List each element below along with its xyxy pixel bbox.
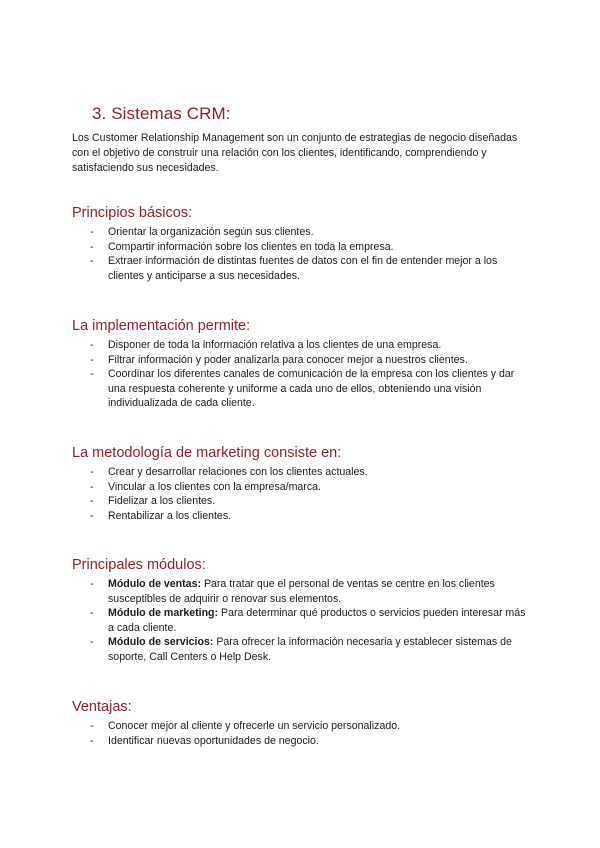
item-text: Crear y desarrollar relaciones con los clientes actuales. <box>108 466 368 478</box>
section-heading: Principales módulos: <box>72 557 206 573</box>
list-item <box>72 509 532 524</box>
item-text: Conocer mejor al cliente y ofrecerle un servicio personalizado. <box>108 720 401 732</box>
list-item <box>72 480 532 495</box>
section-implementacion <box>72 318 532 411</box>
list-item <box>72 240 532 255</box>
bullet-dash: - <box>90 509 94 522</box>
item-text: Vincular a los clientes con la empresa/marca. <box>108 480 321 493</box>
bullet-dash: - <box>90 720 94 732</box>
item-text: Para determinar qué productos o servicios pueden interesar más a cada cliente. <box>108 607 526 634</box>
item-text: Coordinar los diferentes canales de comunicación de la empresa con los clientes y dar una respuesta coherente y uniforme a cada uno de ellos, obteniendo una visión individualizada de cada cliente. <box>108 368 515 409</box>
bullet-dash: - <box>90 480 94 493</box>
list-item <box>72 465 532 480</box>
list-item <box>72 606 532 635</box>
item-text: Filtrar información y poder analizarla para conocer mejor a nuestros clientes. <box>108 353 468 366</box>
bullet-dash: - <box>90 226 94 238</box>
bullet-list <box>72 225 532 283</box>
section-modulos <box>72 557 532 664</box>
page-title: 3. Sistemas CRM: <box>92 104 231 123</box>
bullet-list <box>72 465 532 523</box>
section-ventajas <box>72 699 532 748</box>
bullet-dash: - <box>90 240 94 253</box>
item-bold: Módulo de ventas: <box>108 578 201 590</box>
list-item <box>72 577 532 606</box>
bullet-dash: - <box>90 734 94 747</box>
bullet-dash: - <box>90 368 94 380</box>
intro-paragraph: Los Customer Relationship Management son un conjunto de estrategias de negocio diseñadas con el objetivo de construir una relación con los clientes, identificando, comprendiendo y satisfaciendo sus necesidades. <box>72 132 518 174</box>
section-heading: Principios básicos: <box>72 205 193 221</box>
item-text: Orientar la organización según sus clientes. <box>108 226 314 238</box>
section-heading: La implementación permite: <box>72 318 251 334</box>
item-bold: Módulo de marketing: <box>108 607 219 619</box>
list-item <box>72 367 532 411</box>
item-text: Identificar nuevas oportunidades de negocio. <box>108 734 319 747</box>
section-heading: La metodología de marketing consiste en: <box>72 445 342 461</box>
item-text: Rentabilizar a los clientes. <box>108 509 232 522</box>
section-heading: Ventajas: <box>72 699 132 715</box>
bullet-dash: - <box>90 495 94 507</box>
list-item <box>72 719 532 734</box>
bullet-dash: - <box>90 466 94 478</box>
bullet-dash: - <box>90 607 94 619</box>
section-metodologia <box>72 445 532 523</box>
list-item <box>72 635 532 664</box>
list-item <box>72 734 532 749</box>
item-text: Disponer de toda la información relativa a los clientes de una empresa. <box>108 339 442 351</box>
bullet-list <box>72 338 532 411</box>
list-item <box>72 225 532 240</box>
bullet-list <box>72 719 532 748</box>
list-item <box>72 338 532 353</box>
bullet-dash: - <box>90 636 94 648</box>
item-text: Fidelizar a los clientes. <box>108 495 216 507</box>
bullet-dash: - <box>90 353 94 366</box>
item-text: Compartir información sobre los clientes en toda la empresa. <box>108 240 394 253</box>
bullet-dash: - <box>90 578 94 590</box>
bullet-list <box>72 577 532 664</box>
section-principios <box>72 205 532 283</box>
item-text: Para ofrecer la información necesaria y establecer sistemas de soporte, Call Centers o Help Desk. <box>108 636 512 663</box>
item-text: Para tratar que el personal de ventas se centre en los clientes susceptibles de adquirir o renovar sus elementos. <box>108 578 495 605</box>
bullet-dash: - <box>90 255 94 267</box>
item-text: Extraer información de distintas fuentes de datos con el fin de entender mejor a los clientes y anticiparse a sus necesidades. <box>108 255 498 282</box>
list-item <box>72 353 532 368</box>
bullet-dash: - <box>90 339 94 351</box>
list-item <box>72 494 532 509</box>
item-bold: Módulo de servicios: <box>108 636 214 648</box>
list-item <box>72 254 532 283</box>
